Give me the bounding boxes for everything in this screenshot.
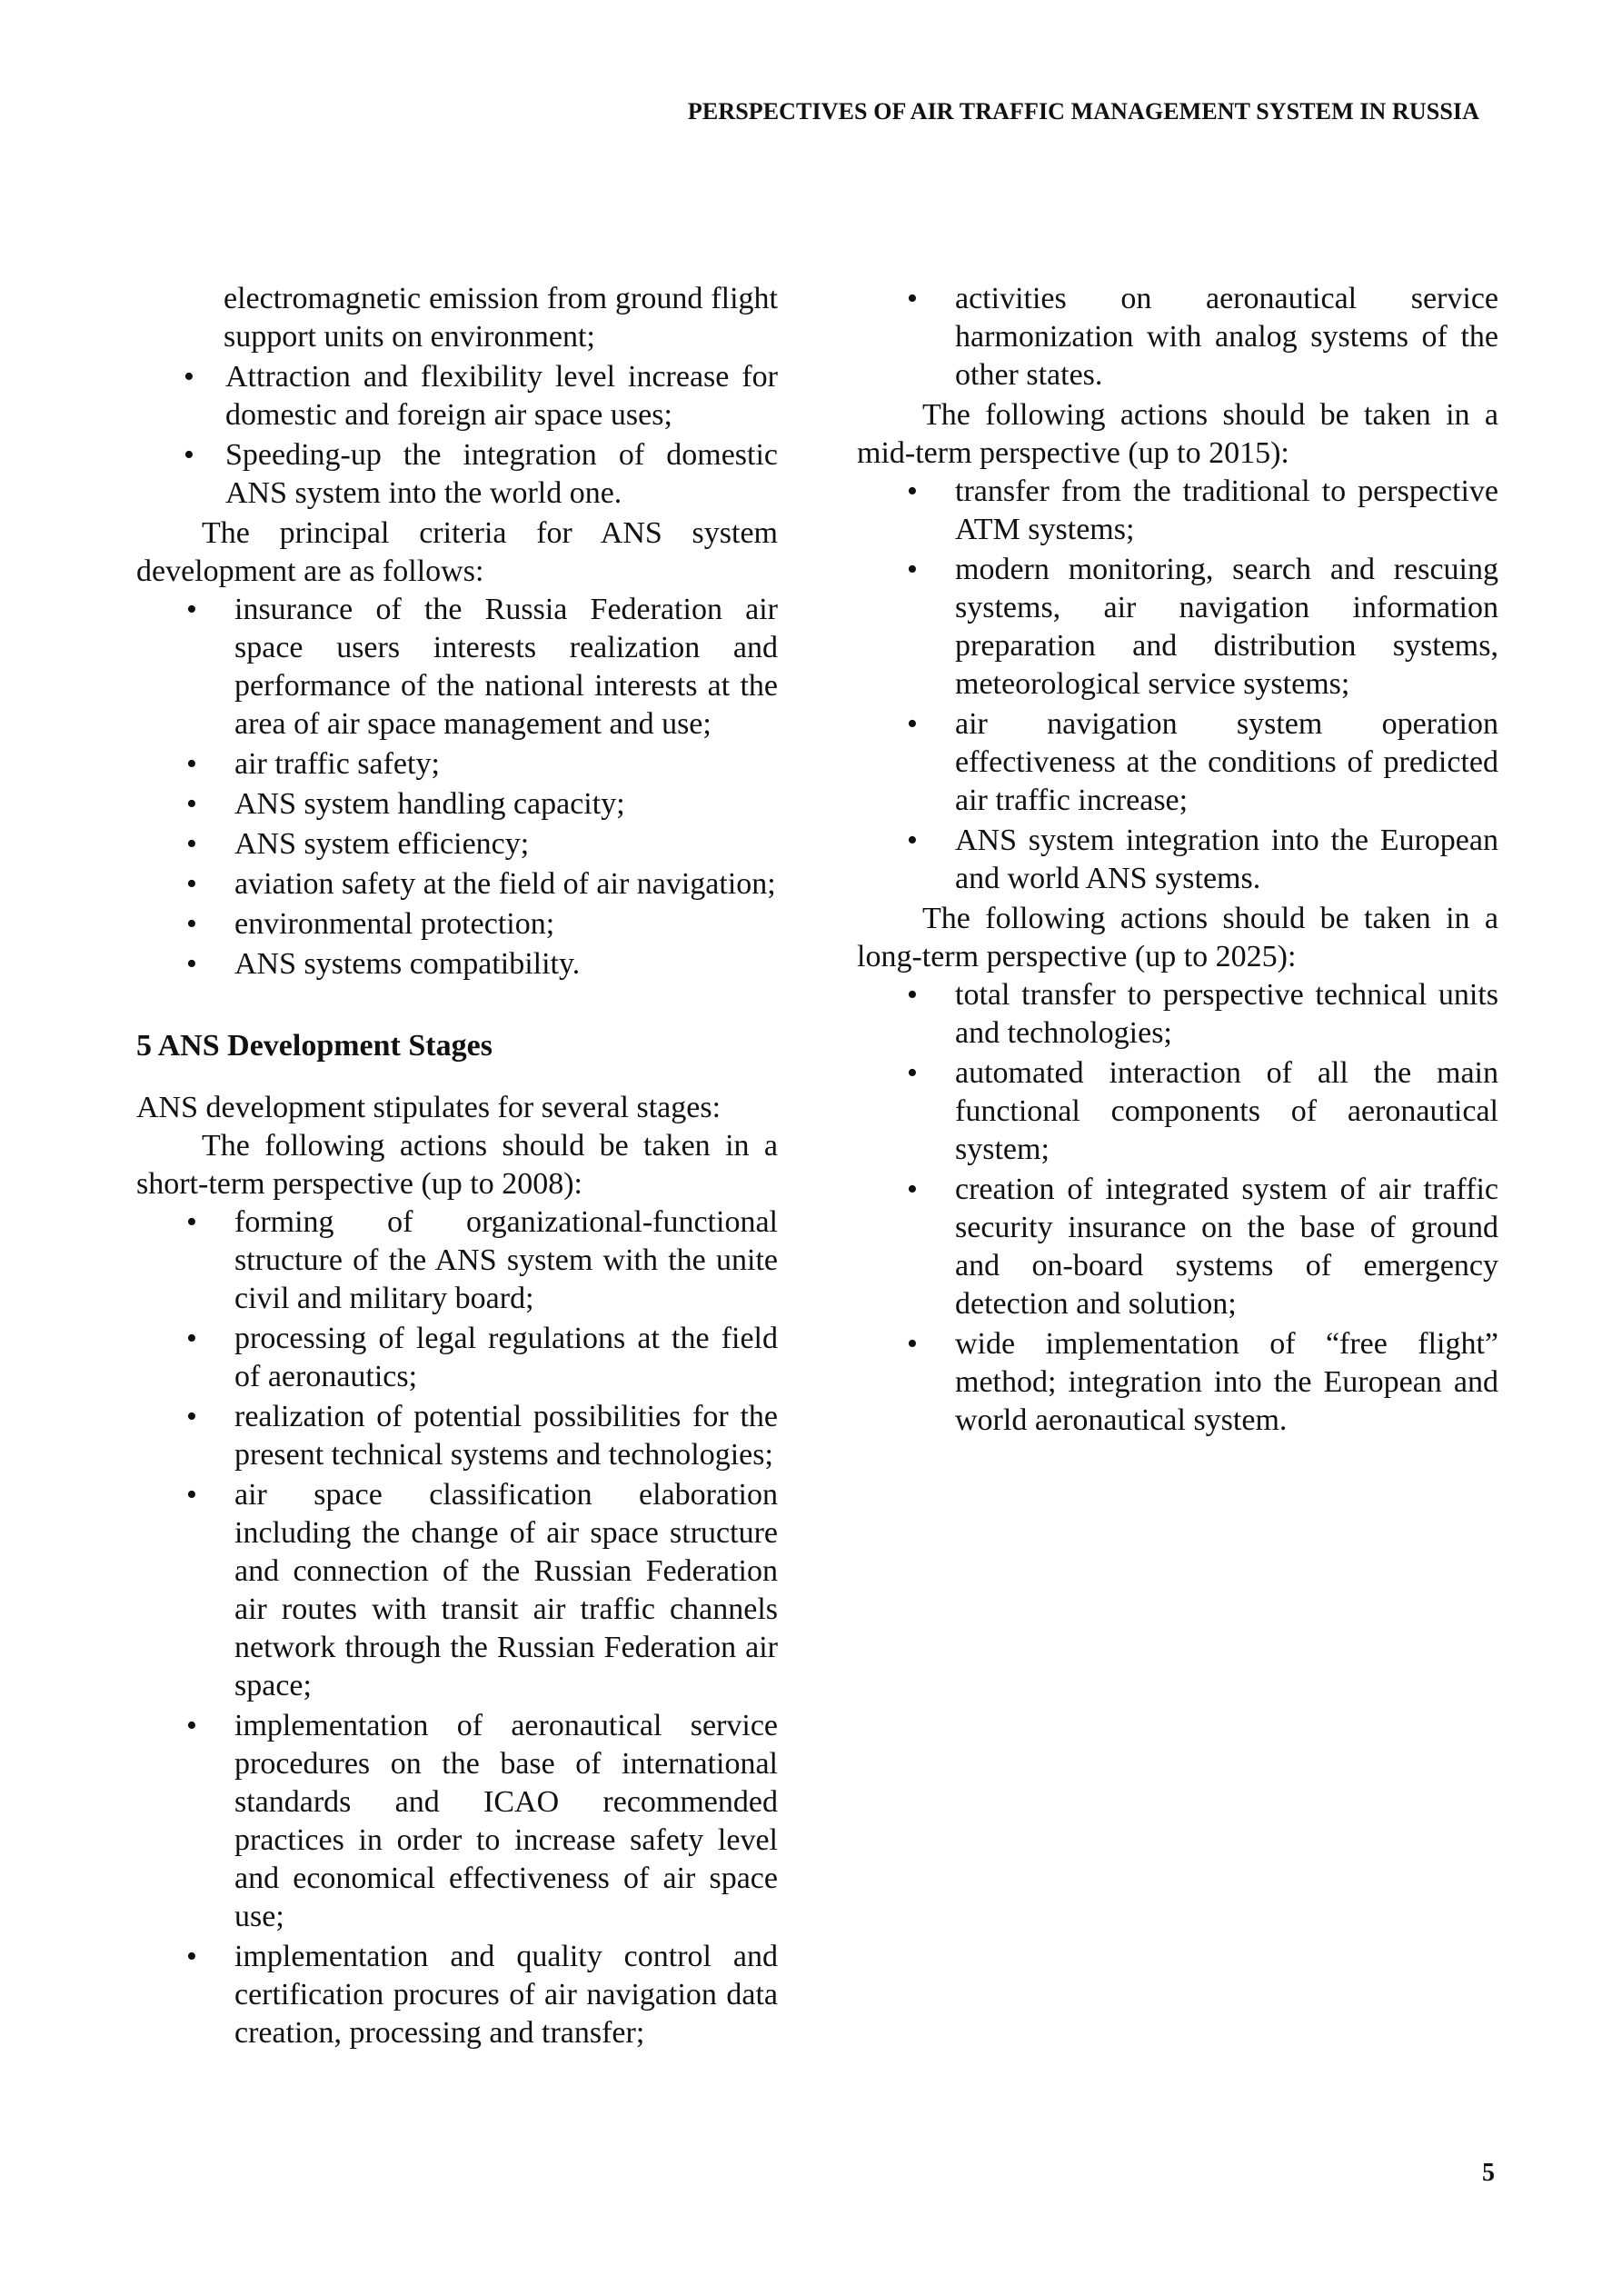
left-column: [136, 280, 778, 2054]
criteria-list: [136, 591, 778, 983]
list-item: • Speeding-up the integration of domestic ANS system into the world one.: [184, 438, 778, 510]
bullet-icon: •: [186, 787, 197, 821]
bullet-icon: •: [186, 593, 197, 626]
list-item: • ANS system handling capacity;: [136, 785, 778, 824]
bullet-icon: •: [184, 360, 194, 394]
bullet-icon: •: [186, 827, 197, 861]
page-number: 5: [1482, 2159, 1495, 2187]
bullet-icon: •: [907, 707, 918, 741]
list-item: • aviation safety at the field of air navigation;: [136, 865, 778, 903]
list-item: • modern monitoring, search and rescuing systems, air navigation information preparation and distribution systems, meteorological service systems;: [907, 553, 1498, 701]
bullet-icon: •: [907, 978, 918, 1012]
bullet-icon: •: [907, 1056, 918, 1090]
list-item: • forming of organizational-functional structure of the ANS system with the unite civil and military board;: [186, 1205, 778, 1315]
objectives-list: [136, 358, 778, 513]
list-item: • realization of potential possibilities for the present technical systems and technologies;: [186, 1400, 778, 1472]
bullet-icon: •: [907, 1173, 918, 1206]
list-item: • activities on aeronautical service harmonization with analog systems of the other states.: [907, 282, 1498, 392]
bullet-icon: •: [907, 824, 918, 857]
short-term-list: [136, 1203, 778, 2052]
bullet-icon: •: [907, 474, 918, 508]
section-heading: 5 ANS Development Stages: [136, 1029, 493, 1063]
bullet-icon: •: [186, 1205, 197, 1239]
long-term-list: [857, 976, 1498, 1440]
list-item: • Attraction and flexibility level increase for domestic and foreign air space uses;: [184, 360, 778, 432]
list-item: • air traffic safety;: [136, 745, 778, 784]
list-item: • environmental protection;: [136, 905, 778, 943]
bullet-icon: •: [186, 1478, 197, 1512]
bullet-icon: •: [186, 1709, 197, 1742]
list-item: • ANS system integration into the European and world ANS systems.: [907, 824, 1498, 895]
list-item: • air space classification elaboration including the change of air space structure and connection of the Russian Federation air routes with transit air traffic channels network through the Russian Federation air space;: [186, 1478, 778, 1702]
list-item: • implementation and quality control and certification procures of air navigation data creation, processing and transfer;: [186, 1940, 778, 2050]
list-item: • ANS systems compatibility.: [136, 945, 778, 983]
bullet-icon: •: [186, 1940, 197, 1973]
list-item: • wide implementation of “free flight” method; integration into the European and world aeronautical system.: [907, 1327, 1498, 1437]
stages-intro-paragraph: ANS development stipulates for several stages:: [136, 1091, 721, 1124]
bullet-icon: •: [184, 438, 194, 472]
list-item: • implementation of aeronautical service procedures on the base of international standards and ICAO recommended practices in order to increase safety level and economical effectiveness of air space use;: [186, 1709, 778, 1933]
bullet-icon: •: [186, 747, 197, 781]
bullet-icon: •: [186, 867, 197, 901]
bullet-icon: •: [186, 1400, 197, 1433]
mid-term-intro-paragraph: The following actions should be taken in a mid-term perspective (up to 2015):: [857, 398, 1498, 470]
short-term-intro-paragraph: The following actions should be taken in a short-term perspective (up to 2008):: [136, 1129, 778, 1201]
mid-term-list: [857, 473, 1498, 898]
bullet-icon: •: [186, 907, 197, 941]
criteria-intro-paragraph: The principal criteria for ANS system development are as follows:: [136, 516, 778, 588]
long-term-intro-paragraph: The following actions should be taken in a long-term perspective (up to 2025):: [857, 902, 1498, 973]
bullet-icon: •: [186, 947, 197, 981]
running-header: PERSPECTIVES OF AIR TRAFFIC MANAGEMENT SYSTEM IN RUSSIA: [687, 98, 1479, 125]
list-item: • total transfer to perspective technical units and technologies;: [907, 978, 1498, 1050]
bullet-icon: •: [907, 553, 918, 586]
bullet-icon: •: [907, 282, 918, 315]
list-item: • insurance of the Russia Federation air space users interests realization and performance of the national interests at the area of air space management and use;: [186, 593, 778, 741]
list-item: • ANS system efficiency;: [136, 825, 778, 863]
list-item: • processing of legal regulations at the field of aeronautics;: [186, 1322, 778, 1393]
list-item: • automated interaction of all the main functional components of aeronautical system;: [907, 1056, 1498, 1166]
right-column: [857, 280, 1498, 1442]
continued-list-item: electromagnetic emission from ground flight support units on environment;: [224, 282, 778, 354]
list-item: • creation of integrated system of air traffic security insurance on the base of ground and on-board systems of emergency detection and solution;: [907, 1173, 1498, 1321]
bullet-icon: •: [907, 1327, 918, 1361]
short-term-list-continued: [857, 280, 1498, 394]
list-item: • air navigation system operation effectiveness at the conditions of predicted air traffic increase;: [907, 707, 1498, 817]
bullet-icon: •: [186, 1322, 197, 1355]
list-item: • transfer from the traditional to perspective ATM systems;: [907, 474, 1498, 546]
